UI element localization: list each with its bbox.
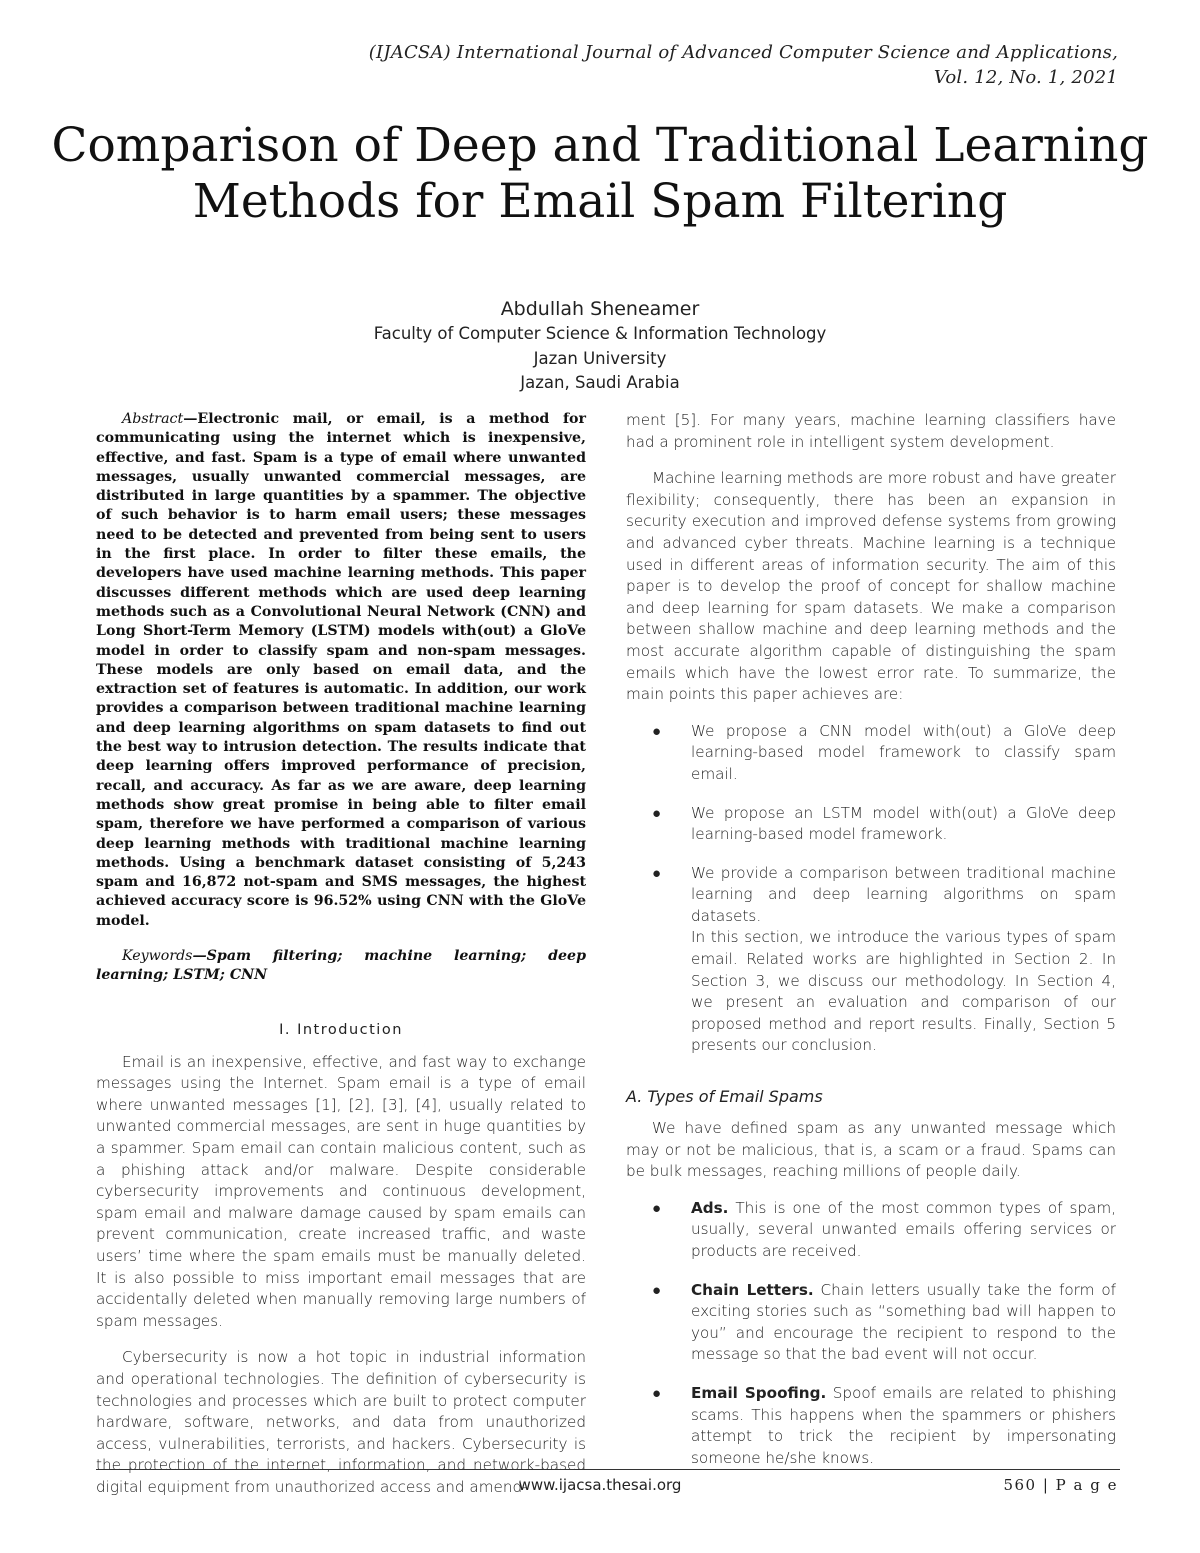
intro-paragraph-2: Cybersecurity is now a hot topic in industrial information and operational technologies. The definition of cybersecurity is technologies and processes which are built to protect computer hardware, software, networks, and data from unauthorized access, vulnerabilities, terrorists, and hackers. Cybersecurity is the protection of the internet, information, and network-based digital equipment from unauthorized access and amend- [96, 1348, 586, 1496]
keywords-text: —Spam filtering; machine learning; deep learning; LSTM; CNN [96, 948, 586, 984]
bullet-icon: ● [652, 863, 662, 882]
journal-header [318, 40, 1118, 90]
abstract-label: Abstract [122, 411, 184, 427]
footer-divider [96, 1469, 1120, 1470]
paper-title [0, 118, 1200, 230]
spam-types-list [626, 1198, 1116, 1470]
section-heading-introduction: I. Introduction [279, 1021, 403, 1038]
types-paragraph: We have defined spam as any unwanted message which may or not be malicious, that is, a scam or a fraud. Spams can be bulk messages, reaching millions of people daily. [626, 1119, 1116, 1181]
page-number: 560 | P a g e [1003, 1476, 1118, 1494]
ml-paragraph: Machine learning methods are more robust and have greater flexibility; consequently, there has been an expansion in security execution and improved defense systems from growing and advanced cyber threats. Machine learning is a technique used in different areas of information security. The aim of this paper is to develop the proof of concept for shallow machine and deep learning for spam datasets. We make a comparison between shallow machine and deep learning methods and the most accurate algorithm capable of distinguishing the spam emails which have the lowest error rate. To summarize, the main points this paper achieves are: [626, 469, 1116, 704]
journal-name: (IJACSA) International Journal of Advanced Computer Science and Applications, [368, 42, 1118, 63]
paper-organization-text: In this section, we introduce the various types of spam email. Related works are highlighted in Section 2. In Section 3, we discuss our methodology. In Section 4, we present an evaluation and comparison of our proposed method and report results. Finally, Section 5 presents our conclusion. [691, 928, 1116, 1055]
spam-type-desc: Chain letters usually take the form of exciting stories such as “something bad will happen to you” and encourage the recipient to respond to the message so that the bad event will not occur. [691, 1280, 1116, 1364]
bullet-icon: ● [652, 803, 662, 822]
contribution-text: We propose an LSTM model with(out) a GloVe deep learning-based model framework. [691, 803, 1116, 844]
contribution-text: We propose a CNN model with(out) a GloVe deep learning-based model framework to classify spam email. [691, 721, 1116, 783]
spam-type-desc: This is one of the most common types of spam, usually, several unwanted emails offering services or products are received. [691, 1198, 1116, 1260]
list-item [626, 1383, 1116, 1469]
spam-type-desc: Spoof emails are related to phishing scams. This happens when the spammers or phishers attempt to trick the recipient by impersonating someone he/she knows. [691, 1383, 1116, 1467]
spam-type-term: Ads. [691, 1198, 729, 1217]
author-affiliation-university: Jazan University [533, 348, 667, 368]
intro-paragraph-1: Email is an inexpensive, effective, and fast way to exchange messages using the Internet. Spam email is a type of email where unwanted messages [1], [2], [3], [4], usually related to unwanted commercial messages, are sent in huge quantities by a spammer. Spam email can contain malicious content, such as a phishing attack and/or malware. Despite considerable cybersecurity improvements and continuous development, spam email and malware damage caused by spam emails can prevent communication, create increased traffic, and waste users’ time where the spam emails must be manually deleted. It is also possible to miss important email messages that are accidentally deleted when manually removing large numbers of spam messages. [96, 1052, 586, 1330]
left-column [96, 410, 586, 1513]
spam-type-term: Chain Letters. [691, 1280, 814, 1299]
bullet-icon: ● [652, 721, 662, 740]
title-line-2: Methods for Email Spam Filtering [192, 174, 1008, 229]
bullet-icon: ● [652, 1383, 662, 1402]
author-affiliation-faculty: Faculty of Computer Science & Information Technology [373, 324, 827, 343]
spam-type-term: Email Spoofing. [691, 1383, 827, 1402]
footer-url: www.ijacsa.thesai.org [518, 1476, 682, 1494]
list-item [626, 803, 1116, 846]
keywords-label: Keywords [122, 948, 193, 965]
list-item [626, 1280, 1116, 1366]
keywords [96, 947, 586, 986]
contribution-text: We provide a comparison between traditional machine learning and deep learning algorithms on spam datasets. [691, 863, 1116, 925]
journal-volume: Vol. 12, No. 1, 2021 [933, 67, 1118, 88]
contributions-list [626, 721, 1116, 1057]
subsection-heading-types: A. Types of Email Spams [626, 1087, 823, 1107]
list-item [626, 1198, 1116, 1263]
right-column [626, 410, 1116, 1486]
list-item [626, 863, 1116, 1057]
title-line-1: Comparison of Deep and Traditional Learning [51, 118, 1149, 173]
bullet-icon: ● [652, 1198, 662, 1217]
author-affiliation-location: Jazan, Saudi Arabia [520, 373, 680, 392]
intro-paragraph-continued: ment [5]. For many years, machine learning classifiers have had a prominent role in intelligent system development. [626, 411, 1116, 451]
list-item [626, 721, 1116, 786]
author-name: Abdullah Sheneamer [500, 298, 700, 320]
abstract-text: —Electronic mail, or email, is a method for communicating using the internet which is inexpensive, effective, and fast. Spam is a type of email where unwanted messages, usually unwanted commercial messages, are distributed in large quantities by a spammer. The objective of such behavior is to harm email users; these messages need to be detected and prevented from being sent to users in the first place. In order to filter these emails, the developers have used machine learning methods. This paper discusses different methods which are used deep learning methods such as a Convolutional Neural Network (CNN) and Long Short-Term Memory (LSTM) models with(out) a GloVe model in order to classify spam and non-spam messages. These models are only based on email data, and the extraction set of features is automatic. In addition, our work provides a comparison between traditional machine learning and deep learning algorithms on spam datasets to find out the best way to intrusion detection. The results indicate that deep learning offers improved performance of precision, recall, and accuracy. As far as we are aware, deep learning methods show great promise in being able to filter email spam, therefore we have performed a comparison of various deep learning methods with traditional machine learning methods. Using a benchmark dataset consisting of 5,243 spam and 16,872 not-spam and SMS messages, the highest achieved accuracy score is 96.52% using CNN with the GloVe model. [96, 411, 586, 929]
abstract [96, 410, 586, 931]
bullet-icon: ● [652, 1280, 662, 1299]
author-block [0, 296, 1200, 396]
